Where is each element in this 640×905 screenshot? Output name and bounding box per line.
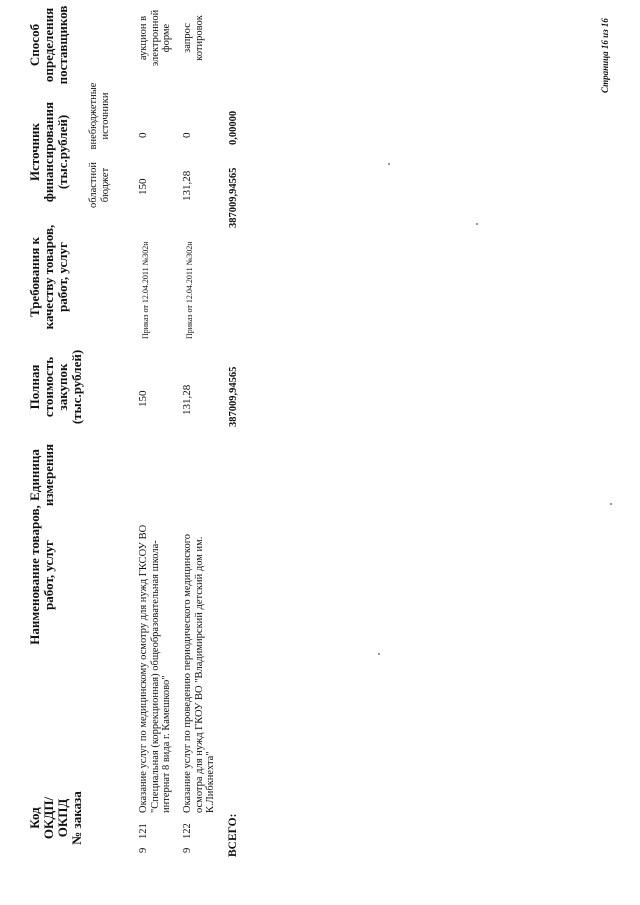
header-method-line: Способ [27,23,42,67]
header-funding-line: финансирования [41,101,56,203]
row-code-a: 9 [138,847,149,853]
row-name-line: Оказание услуг по проведению периодического медицинского [182,533,193,813]
header-requirements-line: Требования к [27,237,42,317]
header-name-line: Наименование товаров, [27,505,42,645]
header-cost-line: закупок [55,363,70,411]
header-unit-line: измерения [41,443,56,507]
header-funding-regional-line: областной [88,162,99,208]
row-name-line: Оказание услуг по медицинскому осмотру для нужд ГКСОУ ВО [138,524,149,813]
header-funding [28,87,70,217]
header-method [28,5,70,85]
row-name-line: интернат 8 вида г. Камешково" [161,675,172,813]
header-code [28,773,84,863]
row-name [182,513,217,813]
header-cost-line: стоимость [41,356,56,418]
header-funding-extra [88,79,111,153]
header-funding-regional [88,157,111,213]
total-label: ВСЕГО: [227,813,239,857]
scan-speck [388,163,390,165]
header-funding-extra-line: источники [99,92,111,140]
row-method [182,3,205,73]
header-funding-extra-line: внебюджетные [88,82,99,150]
scan-speck [476,223,478,225]
total-cost: 387009,94565 [228,366,239,427]
row-code-a: 9 [182,847,193,853]
header-funding-regional-line: бюджет [99,167,111,203]
total-funding-regional: 387009,94565 [228,167,239,228]
header-code-line: Код [27,807,42,829]
header-method-line: поставщиков [55,5,70,85]
header-cost-line: (тыс.рублей) [69,349,84,425]
row-requirements: Приказ от 12.04.2011 №302н [185,241,194,339]
row-method-line: аукцион в [138,15,149,61]
scan-speck [378,653,380,655]
header-requirements-line: работ, услуг [55,242,70,312]
header-code-line: ОКПД [55,798,70,838]
row-requirements: Приказ от 12.04.2011 №302н [141,241,150,339]
page-number: Страница 16 из 16 [600,18,610,93]
row-name-line: К.Либкнехта" [205,751,216,813]
row-funding-extra: 0 [137,132,149,138]
header-method-line: определения [41,7,56,83]
header-funding-line: Источник [27,122,42,182]
row-code-b: 121 [138,823,149,839]
header-cost [28,342,84,432]
header-funding-line: (тыс.рублей) [55,114,70,190]
header-code-line: № заказа [69,791,84,845]
row-funding-extra: 0 [181,132,193,138]
row-method [138,3,173,73]
total-funding-extra: 0,00000 [228,110,239,145]
header-requirements [28,217,70,337]
scan-speck [610,503,612,505]
header-unit-line: Единица [27,449,42,501]
header-unit [28,435,56,515]
row-method-line: форме [161,23,172,53]
row-method-line: котировок [193,15,205,61]
row-funding-regional: 150 [137,178,149,195]
header-code-line: ОКДП/ [41,796,56,840]
row-method-line: электронной [149,9,161,67]
row-name-line: "Специальная (коррекционная) общеобразовательная школа- [149,540,161,813]
row-funding-regional: 131,28 [181,170,193,201]
row-code-b: 122 [182,823,193,839]
header-cost-line: Полная [27,364,42,410]
row-cost: 150 [137,390,149,407]
row-method-line: запрос [182,23,193,53]
header-name-line: работ, услуг [41,540,56,610]
row-cost: 131,28 [181,384,193,415]
header-requirements-line: качеству товаров, [41,224,56,330]
row-name [138,513,173,813]
row-name-line: осмотра для нужд ГКОУ ВО "Владимирский детский дом им. [193,536,205,813]
